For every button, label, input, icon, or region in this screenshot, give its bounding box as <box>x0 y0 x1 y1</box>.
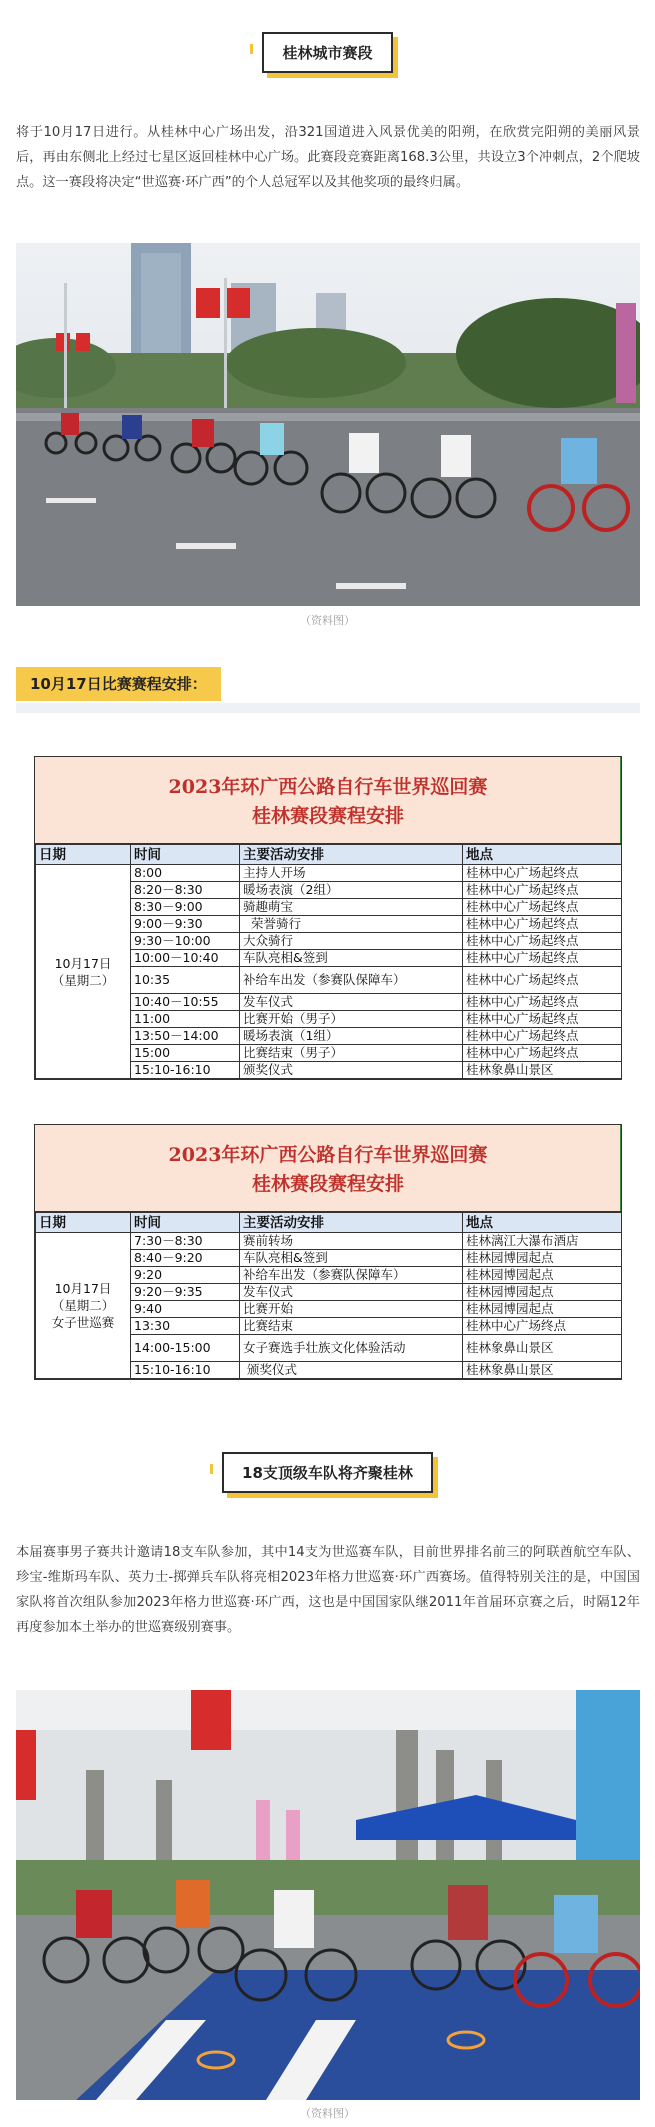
place-cell: 桂林中心广场起终点 <box>463 1011 622 1028</box>
time-cell: 15:10-16:10 <box>131 1362 240 1379</box>
place-cell: 桂林园博园起点 <box>463 1301 622 1318</box>
place-cell: 桂林园博园起点 <box>463 1250 622 1267</box>
place-cell: 桂林象鼻山景区 <box>463 1062 622 1079</box>
activity-cell: 发车仪式 <box>240 994 463 1011</box>
activity-cell: 赛前转场 <box>240 1233 463 1250</box>
date-line: （星期二） <box>51 972 115 988</box>
header-place: 地点 <box>463 845 622 865</box>
time-cell: 10:40－10:55 <box>131 994 240 1011</box>
place-cell: 桂林中心广场起终点 <box>463 1045 622 1062</box>
place-cell: 桂林中心广场起终点 <box>463 865 622 882</box>
date-cell <box>36 1233 131 1379</box>
date-cell <box>36 865 131 1079</box>
schedule-body-men <box>36 865 622 1079</box>
place-cell: 桂林象鼻山景区 <box>463 1335 622 1362</box>
place-cell: 桂林中心广场起终点 <box>463 899 622 916</box>
time-cell: 9:40 <box>131 1301 240 1318</box>
place-cell: 桂林象鼻山景区 <box>463 1362 622 1379</box>
activity-cell: 大众骑行 <box>240 933 463 950</box>
badge-tick-left <box>210 1464 221 1474</box>
header-time: 时间 <box>131 1213 240 1233</box>
activity-cell: 颁奖仪式 <box>240 1062 463 1079</box>
place-cell: 桂林中心广场起终点 <box>463 994 622 1011</box>
schedule-table-men <box>34 756 622 1080</box>
schedule-title-line1: 2023年环广西公路自行车世界巡回赛 <box>168 1144 488 1166</box>
time-cell: 11:00 <box>131 1011 240 1028</box>
place-cell: 桂林中心广场起终点 <box>463 882 622 899</box>
photo-caption-1: （资料图） <box>300 614 355 627</box>
header-date: 日期 <box>36 845 131 865</box>
time-cell: 8:00 <box>131 865 240 882</box>
header-activity: 主要活动安排 <box>240 845 463 865</box>
place-cell: 桂林园博园起点 <box>463 1284 622 1301</box>
activity-cell: 荣誉骑行 <box>240 916 463 933</box>
badge-tick-right <box>394 44 405 54</box>
table-row <box>36 1233 622 1250</box>
schedule-grid-men <box>35 844 622 1079</box>
teams-paragraph: 本届赛事男子赛共计邀请18支车队参加，其中14支为世巡赛车队，目前世界排名前三的阿联酋航空车队、珍宝-维斯玛车队、英力士-掷弹兵车队将亮相2023年格力世巡赛·环广西赛场。值得特别关注的是，中国国家队将首次组队参加2023年格力世巡赛·环广西，这也是中国国家队继2011年首届环京赛之后，时隔12年再度参加本土举办的世巡赛级别赛事。 <box>16 1545 640 1635</box>
section-badge-wrap-2 <box>0 1452 655 1493</box>
place-cell: 桂林中心广场起终点 <box>463 1028 622 1045</box>
place-cell: 桂林中心广场终点 <box>463 1318 622 1335</box>
place-cell: 桂林中心广场起终点 <box>463 916 622 933</box>
table-header-row <box>36 1213 622 1233</box>
table-header-row <box>36 845 622 865</box>
activity-cell: 补给车出发（参赛队保障车） <box>240 967 463 994</box>
time-cell: 9:30－10:00 <box>131 933 240 950</box>
date-line: （星期二） <box>51 1298 115 1313</box>
schedule-banner <box>16 667 640 709</box>
time-cell: 9:20－9:35 <box>131 1284 240 1301</box>
title-border-line <box>620 757 621 843</box>
header-activity: 主要活动安排 <box>240 1213 463 1233</box>
banner-label: 10月17日比赛赛程安排： <box>16 667 221 701</box>
time-cell: 7:30－8:30 <box>131 1233 240 1250</box>
race-photo-start <box>16 1690 640 2100</box>
section-badge-guilin-city <box>262 32 392 73</box>
activity-cell: 比赛开始 <box>240 1301 463 1318</box>
photo-caption-2: （资料图） <box>300 2107 355 2120</box>
header-time: 时间 <box>131 845 240 865</box>
intro-paragraph: 将于10月17日进行。从桂林中心广场出发，沿321国道进入风景优美的阳朔，在欣赏完阳朔的美丽风景后，再由东侧北上经过七星区返回桂林中心广场。此赛段竞赛距离168.3公里，共设立3个冲刺点，2个爬坡点。这一赛段将决定“世巡赛·环广西”的个人总冠军以及其他奖项的最终归属。 <box>16 125 640 190</box>
activity-cell: 车队亮相&签到 <box>240 1250 463 1267</box>
time-cell: 10:00－10:40 <box>131 950 240 967</box>
activity-cell: 颁奖仪式 <box>240 1362 463 1379</box>
race-photo-city <box>16 243 640 606</box>
schedule-title-line2: 桂林赛段赛程安排 <box>251 805 404 827</box>
time-cell: 13:50－14:00 <box>131 1028 240 1045</box>
place-cell: 桂林中心广场起终点 <box>463 950 622 967</box>
time-cell: 8:20－8:30 <box>131 882 240 899</box>
activity-cell: 暖场表演（1组） <box>240 1028 463 1045</box>
activity-cell: 主持人开场 <box>240 865 463 882</box>
schedule-grid-women <box>35 1212 622 1379</box>
place-cell: 桂林中心广场起终点 <box>463 933 622 950</box>
time-cell: 14:00-15:00 <box>131 1335 240 1362</box>
place-cell: 桂林中心广场起终点 <box>463 967 622 994</box>
activity-cell: 女子赛选手壮族文化体验活动 <box>240 1335 463 1362</box>
table-row <box>36 865 622 882</box>
header-date: 日期 <box>36 1213 131 1233</box>
schedule-title-line1: 2023年环广西公路自行车世界巡回赛 <box>168 776 488 798</box>
activity-cell: 发车仪式 <box>240 1284 463 1301</box>
date-line: 女子世巡赛 <box>51 1315 115 1330</box>
activity-cell: 比赛结束（男子） <box>240 1045 463 1062</box>
activity-cell: 补给车出发（参赛队保障车） <box>240 1267 463 1284</box>
activity-cell: 车队亮相&签到 <box>240 950 463 967</box>
schedule-table-women <box>34 1124 622 1380</box>
place-cell: 桂林园博园起点 <box>463 1267 622 1284</box>
race-photo-start-image <box>16 1690 640 2100</box>
badge-text: 18支顶级车队将齐聚桂林 <box>242 1464 413 1482</box>
date-line: 10月17日 <box>54 955 112 971</box>
badge-tick-right <box>434 1464 445 1474</box>
race-photo-city-image <box>16 243 640 606</box>
time-cell: 15:00 <box>131 1045 240 1062</box>
badge-text: 桂林城市赛段 <box>282 44 373 62</box>
date-line: 10月17日 <box>54 1281 112 1296</box>
badge-tick-left <box>250 44 261 54</box>
time-cell: 10:35 <box>131 967 240 994</box>
time-cell: 13:30 <box>131 1318 240 1335</box>
time-cell: 9:00－9:30 <box>131 916 240 933</box>
header-place: 地点 <box>463 1213 622 1233</box>
time-cell: 15:10-16:10 <box>131 1062 240 1079</box>
schedule-title-line2: 桂林赛段赛程安排 <box>251 1173 404 1195</box>
title-border-line <box>620 1125 621 1211</box>
section-badge-teams <box>222 1452 433 1493</box>
banner-bar <box>16 703 640 713</box>
schedule-title-women <box>35 1125 621 1212</box>
time-cell: 9:20 <box>131 1267 240 1284</box>
place-cell: 桂林漓江大瀑布酒店 <box>463 1233 622 1250</box>
schedule-body-women <box>36 1233 622 1379</box>
activity-cell: 骑趣萌宝 <box>240 899 463 916</box>
section-badge-wrap <box>0 32 655 73</box>
activity-cell: 比赛结束 <box>240 1318 463 1335</box>
schedule-title-men <box>35 757 621 844</box>
activity-cell: 比赛开始（男子） <box>240 1011 463 1028</box>
activity-cell: 暖场表演（2组） <box>240 882 463 899</box>
time-cell: 8:30－9:00 <box>131 899 240 916</box>
time-cell: 8:40－9:20 <box>131 1250 240 1267</box>
